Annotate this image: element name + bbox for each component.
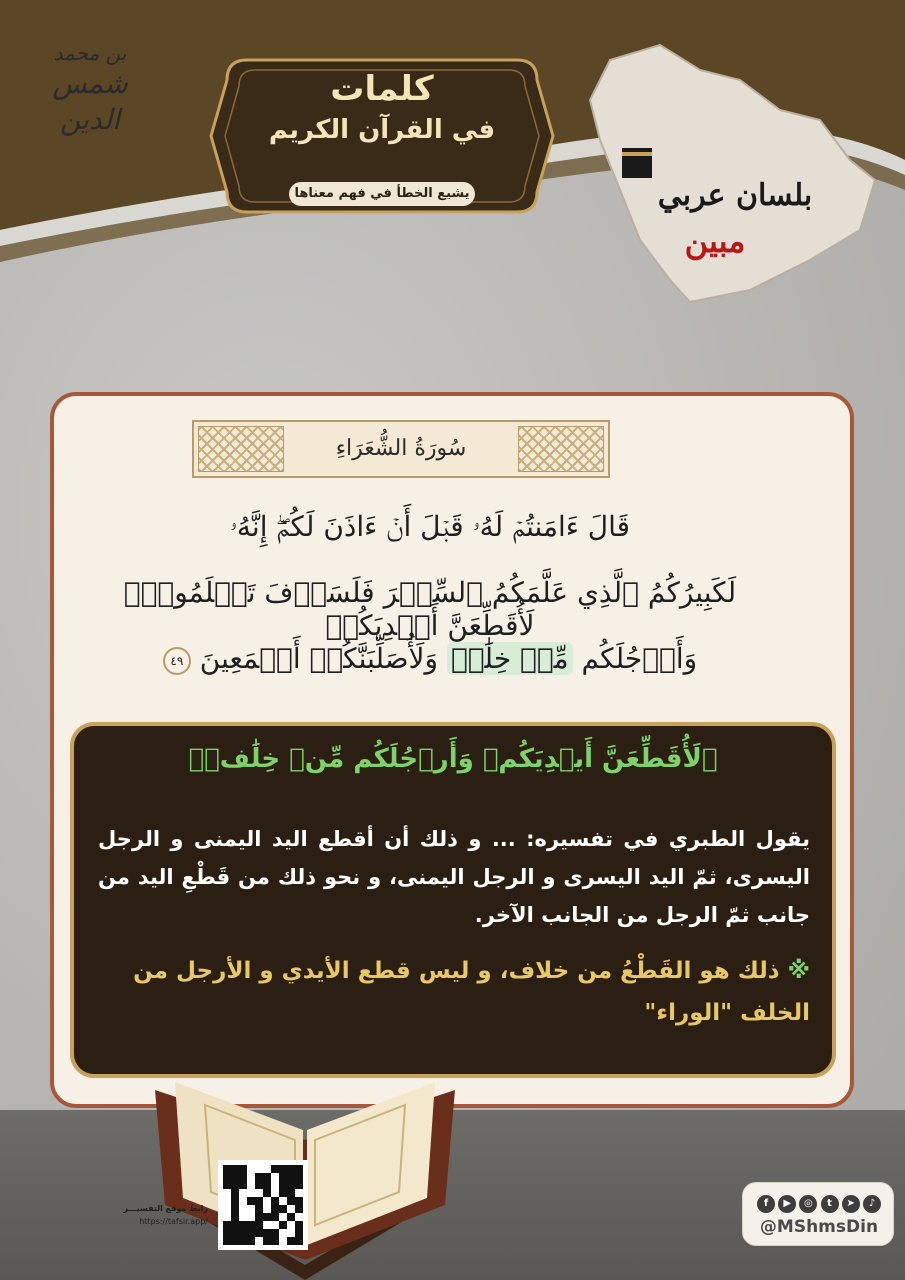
verse-number: ٤٩ — [163, 647, 191, 675]
telegram-icon[interactable]: ➤ — [842, 1195, 860, 1213]
title-plaque — [207, 52, 557, 220]
title-line-1: كلمات — [330, 69, 434, 109]
explanation-note — [98, 950, 810, 1034]
twitter-icon[interactable]: t — [821, 1195, 839, 1213]
verse-line-2: لَكَبِيرُكُمُ ٱلَّذِي عَلَّمَكُمُ ٱلسِّحۡرَ فَلَسَوۡفَ تَعۡلَمُونَۚ لَأُقَطِّعَنَّ أَيۡدِيَكُمۡ — [123, 576, 737, 642]
title-subtitle: يشيع الخطأ في فهم معناها — [289, 182, 475, 206]
verse-line-1: قَالَ ءَامَنتُمۡ لَهُۥ قَبۡلَ أَنۡ ءَاذَنَ لَكُمۡۖ إِنَّهُۥ — [229, 510, 631, 543]
qr-url[interactable]: https://tafsir.app/ — [139, 1217, 208, 1226]
surah-banner — [192, 420, 610, 478]
social-handle[interactable]: @MShmsDin — [759, 1217, 879, 1237]
verse-line-3 — [120, 642, 740, 675]
note-mark-icon: ※ — [787, 958, 810, 984]
youtube-icon[interactable]: ▶ — [778, 1195, 796, 1213]
signature-logo: بن محمد شمس الدين — [52, 41, 128, 136]
note-text: ذلك هو القَطْعُ من خلاف، و ليس قطع الأيدي و الأرجل من الخلف "الوراء" — [133, 958, 810, 1026]
instagram-icon[interactable]: ◎ — [799, 1195, 817, 1213]
facebook-icon[interactable]: f — [757, 1195, 775, 1213]
explanation-heading: ﴿لَأُقَطِّعَنَّ أَيۡدِيَكُمۡ وَأَرۡجُلَكُم مِّنۡ خِلَٰفٖ﴾ — [188, 744, 718, 774]
tiktok-icon[interactable]: ♪ — [863, 1195, 881, 1213]
badge-line-1: بلسان عربي — [657, 178, 813, 213]
surah-name: سُورَةُ الشُّعَرَاءِ — [335, 436, 467, 461]
verse-line-3-start: وَأَرۡجُلَكُم — [581, 642, 698, 675]
explanation-body: يقول الطبري في تفسيره: ... و ذلك أن أقطع اليد اليمنى و الرجل اليسرى، ثمّ اليد اليسرى و الرجل اليمنى، و نحو ذلك من قَطْعِ اليد من جانب ثمّ الرجل من الجانب الآخر. — [98, 827, 810, 927]
qr-label: رابط موقع التفسيـــر — [123, 1204, 208, 1213]
verse-highlight: مِّنۡ خِلَٰفٖ — [447, 642, 573, 675]
verse-line-3-end: وَلَأُصَلِّبَنَّكُمۡ أَجۡمَعِينَ — [199, 642, 439, 675]
title-line-2: في القرآن الكريم — [268, 115, 496, 145]
badge-line-2: مبين — [684, 222, 746, 260]
qr-pattern — [223, 1165, 303, 1245]
qr-code[interactable] — [218, 1160, 308, 1250]
ornament-left — [198, 426, 284, 472]
ornament-right — [518, 426, 604, 472]
arabian-map-icon — [580, 40, 880, 310]
social-icons — [757, 1195, 881, 1213]
social-card — [742, 1182, 894, 1246]
